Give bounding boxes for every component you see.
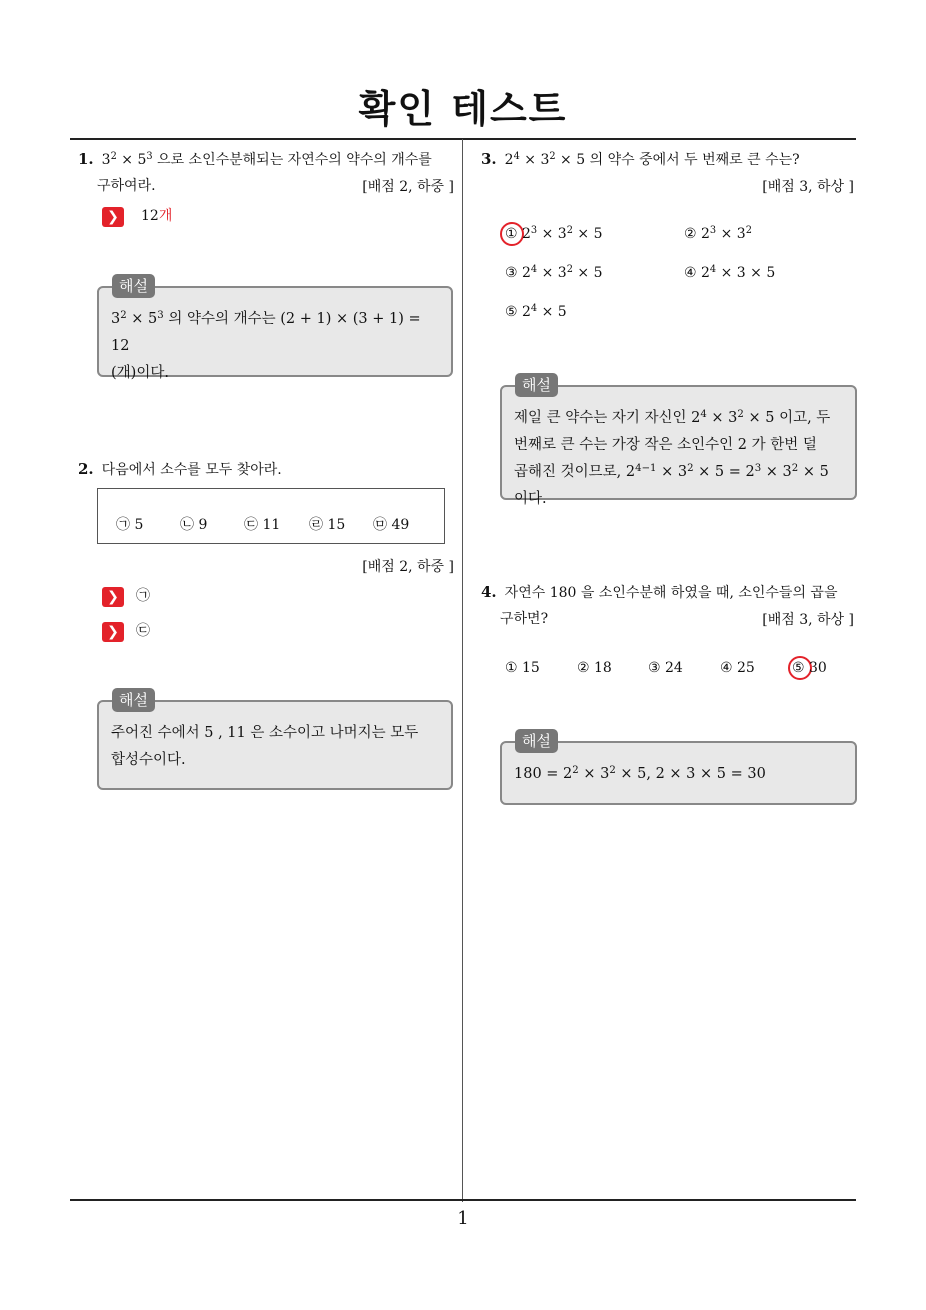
- q3-formula: $2^4 \times 3^2 \times 5$: [504, 151, 586, 168]
- q1-explanation-line2: (개)이다.: [111, 365, 169, 381]
- q3-explanation-line3: 곱해진 것이므로, $2^{4-1} \times 3^2 \times 5 = 2^3 \times 3^2 \times 5$ 이다.: [514, 462, 829, 507]
- q1-answer-value: 12: [141, 208, 159, 224]
- q4-explanation-tag: 해설: [515, 729, 558, 753]
- q2-explanation-tag: 해설: [112, 688, 155, 712]
- q3-text: 의 약수 중에서 두 번째로 큰 수는?: [589, 152, 800, 168]
- page-number: 1: [457, 1208, 469, 1229]
- q2-explanation-line2: 합성수이다.: [111, 752, 186, 768]
- q1-formula: $3^2 \times 5^3$: [101, 151, 153, 168]
- column-divider: [462, 139, 463, 1202]
- q3-explanation-box: [500, 385, 857, 507]
- q1-text: 으로 소인수분해되는 자연수의 약수의 개수를: [157, 152, 432, 168]
- q4-number: 4.: [481, 583, 497, 601]
- q4-choice-1: ① 15: [505, 660, 540, 676]
- answer-arrow-icon: ❯: [102, 207, 124, 227]
- q4-choice-4: ④ 25: [720, 660, 755, 676]
- q3-score: [배점 3, 하상 ]: [762, 179, 854, 195]
- q2-score: [배점 2, 하중 ]: [362, 559, 454, 575]
- q4-choice-2: ② 18: [577, 660, 612, 676]
- q3-explanation-line2: 번째로 큰 수는 가장 작은 소인수인 2 가 한번 덜: [514, 437, 817, 453]
- q1-explanation-box: [97, 286, 453, 381]
- q4-text: 자연수 180 을 소인수분해 하였을 때, 소인수들의 곱을: [504, 585, 838, 601]
- q2-line1: [78, 459, 282, 480]
- bottom-rule: [70, 1199, 856, 1201]
- q4-line1: [481, 582, 837, 603]
- q3-choice-1: ① $2^3 \times 3^2 \times 5$: [505, 225, 603, 242]
- q2-text: 다음에서 소수를 모두 찾아라.: [101, 462, 282, 478]
- q3-choice-2: ② $2^3 \times 3^2$: [684, 225, 752, 242]
- q4-explanation-line1: $180 = 2^2 \times 3^2 \times 5$, 2 × 3 × 5 = 30: [514, 764, 766, 782]
- q4-score: [배점 3, 하상 ]: [762, 612, 854, 628]
- q1-score: [배점 2, 하중 ]: [362, 179, 454, 195]
- q2-explanation-line1: 주어진 수에서 5 , 11 은 소수이고 나머지는 모두: [111, 725, 419, 741]
- q1-answer: [141, 205, 172, 225]
- q3-explanation-tag: 해설: [515, 373, 558, 397]
- answer-arrow-icon: ❯: [102, 622, 124, 642]
- top-rule: [70, 138, 856, 140]
- q2-choice-3: ㉢ 11: [244, 517, 281, 533]
- q2-number: 2.: [78, 460, 94, 478]
- q2-answer-1: ㉠: [136, 588, 150, 604]
- q1-explanation-tag: 해설: [112, 274, 155, 298]
- q3-number: 3.: [481, 150, 497, 168]
- q3-explanation-line1: 제일 큰 약수는 자기 자신인 $2^4 \times 3^2 \times 5$ 이고, 두: [514, 408, 831, 426]
- q1-line1: [78, 149, 432, 170]
- q3-choice-5: ⑤ $2^4 \times 5$: [505, 303, 567, 320]
- q4-line2: 구하면?: [500, 611, 549, 627]
- q2-choice-4: ㉣ 15: [309, 517, 346, 533]
- q2-choice-2: ㉡ 9: [180, 517, 208, 533]
- q2-choice-5: ㉤ 49: [373, 517, 410, 533]
- q1-number: 1.: [78, 150, 94, 168]
- q2-answer-2: ㉢: [136, 623, 150, 639]
- q3-line1: [481, 149, 800, 170]
- q2-choice-1: ㉠ 5: [116, 517, 144, 533]
- q1-explanation-line1: $3^2 \times 5^3$ 의 약수의 개수는 (2 + 1) × (3 + 1) = 12: [111, 309, 421, 354]
- q3-choice-4: ④ $2^4 \times 3 \times 5$: [684, 264, 776, 281]
- q1-answer-unit: 개: [158, 208, 173, 224]
- q3-choice-3: ③ $2^4 \times 3^2 \times 5$: [505, 264, 603, 281]
- answer-arrow-icon: ❯: [102, 587, 124, 607]
- q4-choice-3: ③ 24: [648, 660, 683, 676]
- q2-explanation-box: [97, 700, 453, 790]
- q1-line2: 구하여라.: [97, 178, 156, 194]
- q4-choice-5: ⑤ 30: [792, 660, 827, 676]
- page-title: 확인 테스트: [358, 87, 568, 131]
